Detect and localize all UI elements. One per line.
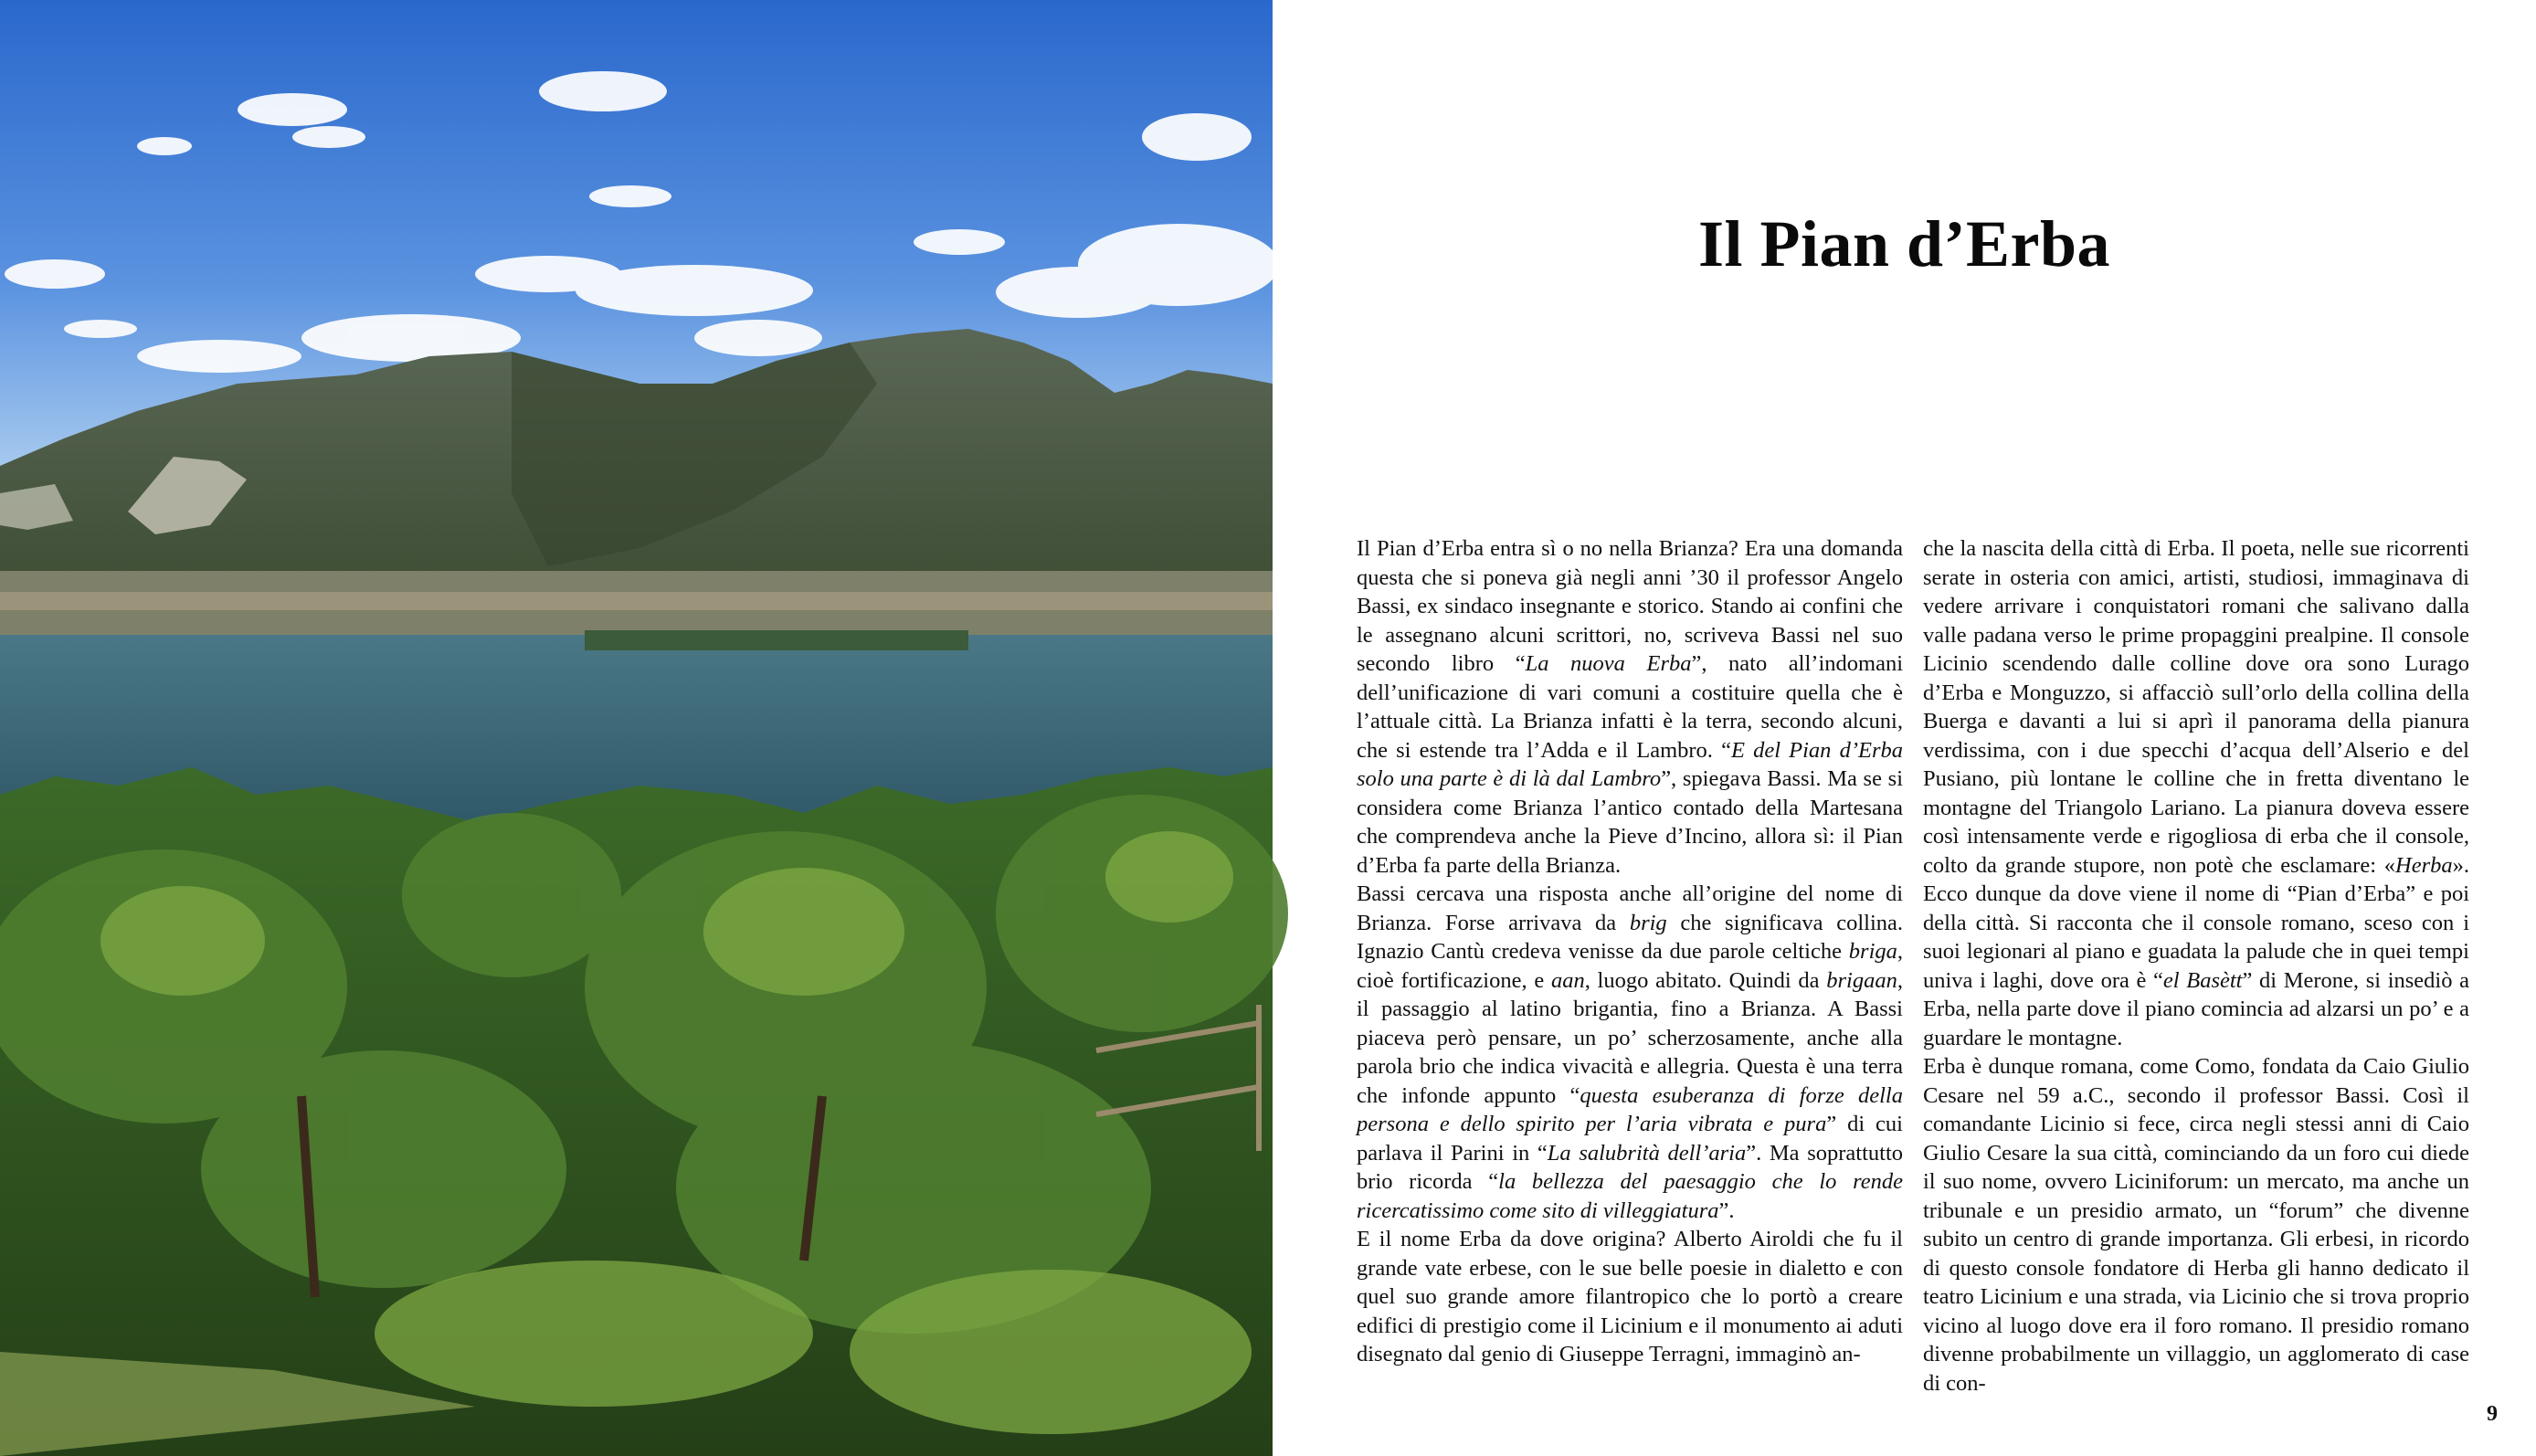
paragraph: Il Pian d’Erba entra sì o no nella Brianza? Era una domanda questa che si poneva già negli anni ’30 il professor Angelo Bassi, ex sindaco insegnante e storico. Stando ai confini che le assegnano alcuni scrittori, no, scriveva Bassi nel suo secondo libro “La nuova Erba”, nato all’indomani dell’unificazione di vari comuni a costituire quella che è l’attuale città. La Brianza infatti è la terra, secondo alcuni, che si estende tra l’Adda e il Lambro. “E del Pian d’Erba solo una parte è di là dal Lambro”, spiegava Bassi. Ma se si considera come Brianza l’antico contado della Martesana che comprendeva anche la Pieve d’Incino, allora sì: il Pian d’Erba fa parte della Brianza. xyxy=(1357,536,1904,878)
text-page xyxy=(1273,0,2536,1456)
page-number: 9 xyxy=(2487,1402,2498,1426)
paragraph: E il nome Erba da dove origina? Alberto Airoldi che fu il grande vate erbese, con le sue belle poesie in dialetto e con quel suo grande amore filantropico che lo portò a creare edifici di prestigio come il Licinium e il monumento ai aduti disegnato dal genio di Giuseppe Terragni, immaginò an- xyxy=(1357,1227,1903,1366)
paragraph: Erba è dunque romana, come Como, fondata da Caio Giulio Cesare nel 59 a.C., secondo il professor Bassi. Così il comandante Licinio si fece, circa negli stessi anni di Caio Giulio Cesare la sua città, cominciando da un foro cui diede il suo nome, ovvero Liciniforum: un mercato, ma anche un tribunale e un presidio armato, un “forum” che divenne subito un centro di grande importanza. Gli erbesi, in ricordo di questo console fondatore di Herba gli hanno dedicato il teatro Licinium e una strada, via Licinio che si trova proprio vicino al luogo dove era il foro romano. Il presidio romano divenne probabilmente un villaggio, un agglomerato di case di con- xyxy=(1923,1054,2469,1396)
paragraph: Bassi cercava una risposta anche all’origine del nome di Brianza. Forse arrivava da brig che significava collina. Ignazio Cantù credeva venisse da due parole celtiche briga, cioè fortificazione, e aan, luogo abitato. Quindi da brigaan, il passaggio al latino brigantia, fino a Brianza. A Bassi piaceva però pensare, un po’ scherzosamente, anche alla parola brio che indica vivacità e allegria. Questa è una terra che infonde appunto “questa esuberanza di forze della persona e dello spirito per l’aria vibrata e pura” di cui parlava il Parini in “La salubrità dell’aria”. Ma soprattutto brio ricorda “la bellezza del paesaggio che lo rende ricercatissimo come sito di villeggiatura”. xyxy=(1357,881,1904,1223)
paragraph: che la nascita della città di Erba. Il poeta, nelle sue ricorrenti serate in osteria con amici, artisti, studiosi, immaginava di vedere arrivare i conquistatori romani che salivano dalla valle padana verso le prime propaggini prealpine. Il console Licinio scendendo dalle colline dove ora sono Lurago d’Erba e Monguzzo, si affacciò sull’orlo della collina della Buerga e davanti a lui si aprì il panorama della pianura verdissima, con i due specchi d’acqua dell’Alserio e del Pusiano, più lontane le colline che in fretta diventano le montagne del Triangolo Lariano. La pianura doveva essere così intensamente verde e rigogliosa di erba che il console, colto da grande stupore, non potè che esclamare: «Herba». Ecco dunque da dove viene il nome di “Pian d’Erba” e poi della città. Si racconta che il console romano, sceso con i suoi legionari al piano e guadata la palude che in quei tempi univa i laghi, dove ora è “el Basètt” di Merone, si insediò a Erba, nella parte dove il piano comincia ad alzarsi un po’ e a guardare le montagne. xyxy=(1923,536,2469,1050)
text-column-left xyxy=(1357,534,1904,1366)
page-title: Il Pian d’Erba xyxy=(1697,207,2111,280)
text-column-right xyxy=(1923,534,2469,1396)
